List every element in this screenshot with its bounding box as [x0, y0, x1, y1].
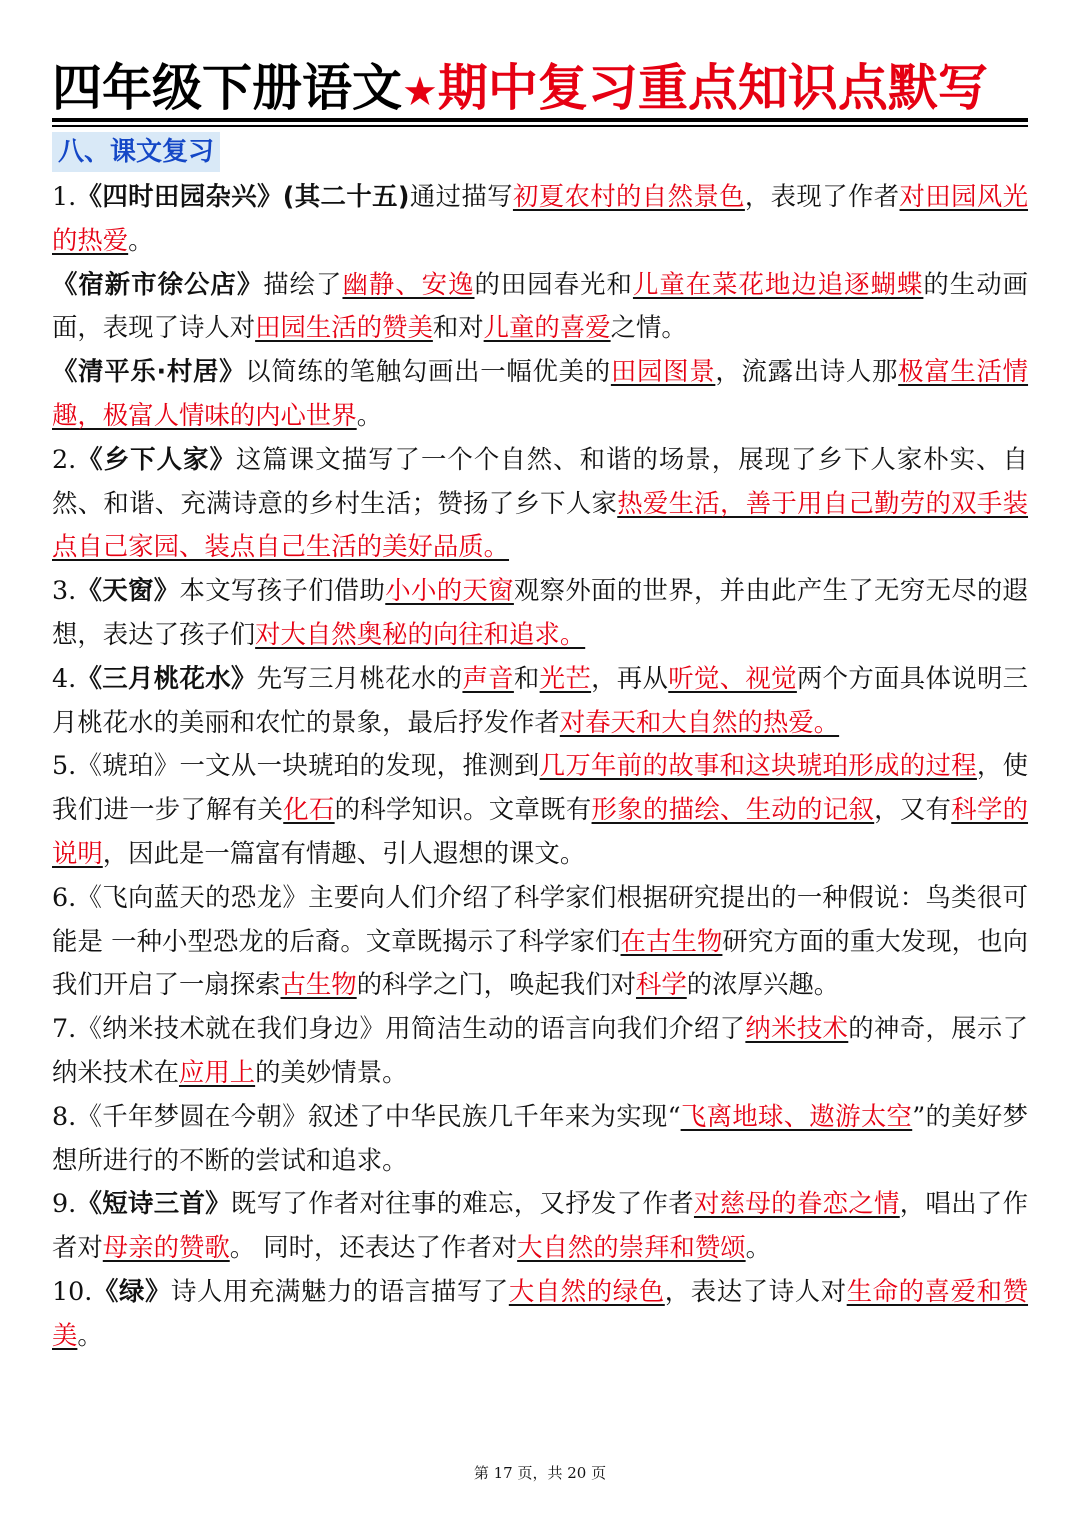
paragraph-text: 诗人用充满魅力的语言描写了 — [170, 1275, 509, 1306]
answer-fill: 大自然的绿色 — [508, 1275, 665, 1306]
answer-fill: 母亲的赞歌 — [102, 1232, 230, 1263]
review-paragraph — [52, 1007, 1028, 1095]
paragraph-text: 1. — [52, 181, 77, 211]
paragraph-text: 。 — [745, 1232, 772, 1263]
answer-fill: 儿童在菜花地边追逐蝴蝶 — [632, 268, 924, 299]
paragraph-text: 。 同时，还表达了作者对 — [229, 1232, 518, 1263]
review-paragraph — [52, 1270, 1028, 1358]
paragraph-text: 本文写孩子们借助 — [179, 575, 386, 606]
answer-fill: 对春天和大自然的热爱。 — [559, 706, 840, 737]
answer-fill: 热爱生活，善于用自己勤劳的双手装点自己家园、装点自己生活的美好品质。 — [52, 487, 1029, 562]
lesson-title: 《天窗》 — [76, 575, 180, 606]
lesson-title: 《乡下人家》 — [76, 443, 236, 474]
paragraph-text: 的田园春光和 — [474, 268, 633, 299]
paragraph-text: ，因此是一篇富有情趣、引人遐想的课文。 — [102, 837, 586, 868]
review-paragraph — [52, 438, 1028, 569]
paragraph-text: 4. — [52, 662, 77, 693]
answer-fill: 声音 — [462, 662, 514, 693]
title-rule-thick — [52, 118, 1028, 122]
paragraph-text: 两个方面具体说明三月桃花水的美丽和农忙的景象，最后抒发作者 — [52, 662, 1029, 737]
paragraph-text: 10. — [52, 1275, 93, 1306]
review-content — [52, 175, 1028, 1358]
lesson-title: 《宿新市徐公店》 — [52, 268, 264, 299]
paragraph-text: 和 — [513, 662, 540, 693]
paragraph-text: 。 — [128, 224, 154, 255]
section-heading: 八、课文复习 — [52, 132, 220, 172]
answer-fill: 对大自然奥秘的向往和追求。 — [255, 618, 586, 649]
answer-fill: 田园生活的赞美 — [255, 312, 433, 343]
paragraph-text: ，使我们进一步了解有关 — [52, 750, 1029, 825]
review-paragraph — [52, 350, 1028, 438]
paragraph-text: 观察外面的世界，并由此产生了无穷无尽的遐想，表达了孩子们 — [52, 575, 1029, 649]
answer-fill: 古生物 — [280, 969, 357, 1000]
review-paragraph — [52, 175, 1028, 263]
paragraph-text: 既写了作者对往事的难忘，又抒发了作者 — [230, 1188, 694, 1219]
review-paragraph — [52, 1095, 1028, 1183]
review-paragraph — [52, 657, 1028, 745]
answer-fill: 光芒 — [539, 662, 592, 693]
paragraph-text: 。 — [356, 399, 383, 430]
paragraph-text: 的美妙情景。 — [255, 1056, 408, 1087]
lesson-title: 《三月桃花水》 — [76, 662, 257, 693]
page-title — [52, 52, 1028, 124]
answer-fill: 飞离地球、遨游太空 — [680, 1100, 913, 1131]
answer-fill: 小小的天窗 — [385, 575, 514, 606]
paragraph-text: 的科学之门，唤起我们对 — [356, 969, 636, 1000]
answer-fill: 极富生活情趣，极富人情味的内心世界 — [52, 356, 1029, 430]
paragraph-text: 9. — [52, 1188, 77, 1219]
answer-fill: 幽静、安逸 — [342, 268, 475, 299]
paragraph-text: 。 — [77, 1319, 103, 1350]
paragraph-text: 8.《千年梦圆在今朝》叙述了中华民族几千年来为实现“ — [52, 1100, 681, 1131]
answer-fill: 在古生物 — [620, 925, 723, 956]
answer-fill: 听觉、视觉 — [668, 662, 797, 693]
paragraph-text: 2. — [52, 443, 77, 474]
paragraph-text: 这篇课文描写了一个个自然、和谐的场景，展现了乡下人家朴实、自然、和谐、充满诗意的乡村生活；赞扬了乡下人家 — [52, 443, 1029, 518]
answer-fill: 生命的喜爱和赞美 — [52, 1275, 1029, 1350]
answer-fill: 科学 — [635, 969, 687, 1000]
paragraph-text: 3. — [52, 575, 77, 606]
review-paragraph — [52, 263, 1028, 351]
paragraph-text: 之情。 — [610, 312, 687, 343]
answer-fill: 形象的描绘、生动的记叙 — [591, 794, 875, 825]
paragraph-text: 的科学知识。文章既有 — [334, 794, 592, 825]
review-paragraph — [52, 876, 1028, 1007]
paragraph-text: ，表现了作者 — [744, 181, 900, 211]
answer-fill: 儿童的喜爱 — [483, 312, 611, 343]
paragraph-text: 5.《琥珀》一文从一块琥珀的发现，推测到 — [52, 750, 540, 781]
answer-fill: 对田园风光的热爱 — [52, 181, 1029, 255]
paragraph-text: 先写三月桃花水的 — [256, 662, 463, 693]
review-paragraph — [52, 569, 1028, 657]
answer-fill: 科学的说明 — [52, 794, 1029, 868]
paragraph-text: ，再从 — [591, 662, 669, 693]
paragraph-text: ，又有 — [874, 794, 952, 825]
paragraph-text: 的浓厚兴趣。 — [686, 969, 840, 1000]
answer-fill: 化石 — [283, 794, 335, 825]
star-icon: ★ — [402, 69, 438, 115]
paragraph-text: 的神奇，展示了纳米技术在 — [52, 1013, 1029, 1087]
title-part-2: 期中复习重点知识点默写 — [437, 59, 988, 117]
paragraph-text: 7.《纳米技术就在我们身边》用简洁生动的语言向我们介绍了 — [52, 1013, 746, 1044]
paragraph-text: 通过描写 — [409, 181, 513, 211]
review-paragraph — [52, 1182, 1028, 1270]
paragraph-text: 和对 — [432, 312, 484, 343]
answer-fill: 初夏农村的自然景色 — [512, 181, 745, 211]
paragraph-text: ，唱出了作者对 — [52, 1188, 1029, 1263]
answer-fill: 大自然的崇拜和赞颂 — [517, 1232, 746, 1263]
title-part-1: 四年级下册语文 — [52, 59, 402, 117]
paragraph-text: 的生动画面，表现了诗人对 — [52, 268, 1029, 343]
paragraph-text: ，流露出诗人那 — [715, 356, 899, 387]
lesson-title: 《短诗三首》 — [76, 1188, 231, 1219]
paragraph-text: 描绘了 — [263, 268, 343, 299]
answer-fill: 几万年前的故事和这块琥珀形成的过程 — [539, 750, 977, 781]
lesson-title: 《四时田园杂兴》(其二十五) — [76, 181, 410, 211]
answer-fill: 对慈母的眷恋之情 — [693, 1188, 900, 1219]
paragraph-text: ”的美好梦想所进行的不断的尝试和追求。 — [52, 1100, 1028, 1175]
paragraph-text: 6.《飞向蓝天的恐龙》主要向人们介绍了科学家们根据研究提出的一种假说：鸟类很可能是 一种小型恐龙的后裔。文章既揭示了科学家们 — [52, 881, 1028, 956]
answer-fill: 应用上 — [178, 1056, 256, 1087]
title-rule-thin — [52, 125, 1028, 127]
review-paragraph — [52, 744, 1028, 875]
paragraph-text: ，表达了诗人对 — [664, 1275, 847, 1306]
page-footer: 第 17 页，共 20 页 — [473, 1464, 607, 1482]
answer-fill: 纳米技术 — [745, 1013, 849, 1044]
answer-fill: 田园图景 — [610, 356, 716, 387]
paragraph-text: 以简练的笔触勾画出一幅优美的 — [245, 356, 611, 387]
paragraph-text: 研究方面的重大发现，也向我们开启了一扇探索 — [52, 925, 1029, 1000]
lesson-title: 《清平乐·村居》 — [52, 356, 246, 387]
lesson-title: 《绿》 — [92, 1275, 171, 1306]
